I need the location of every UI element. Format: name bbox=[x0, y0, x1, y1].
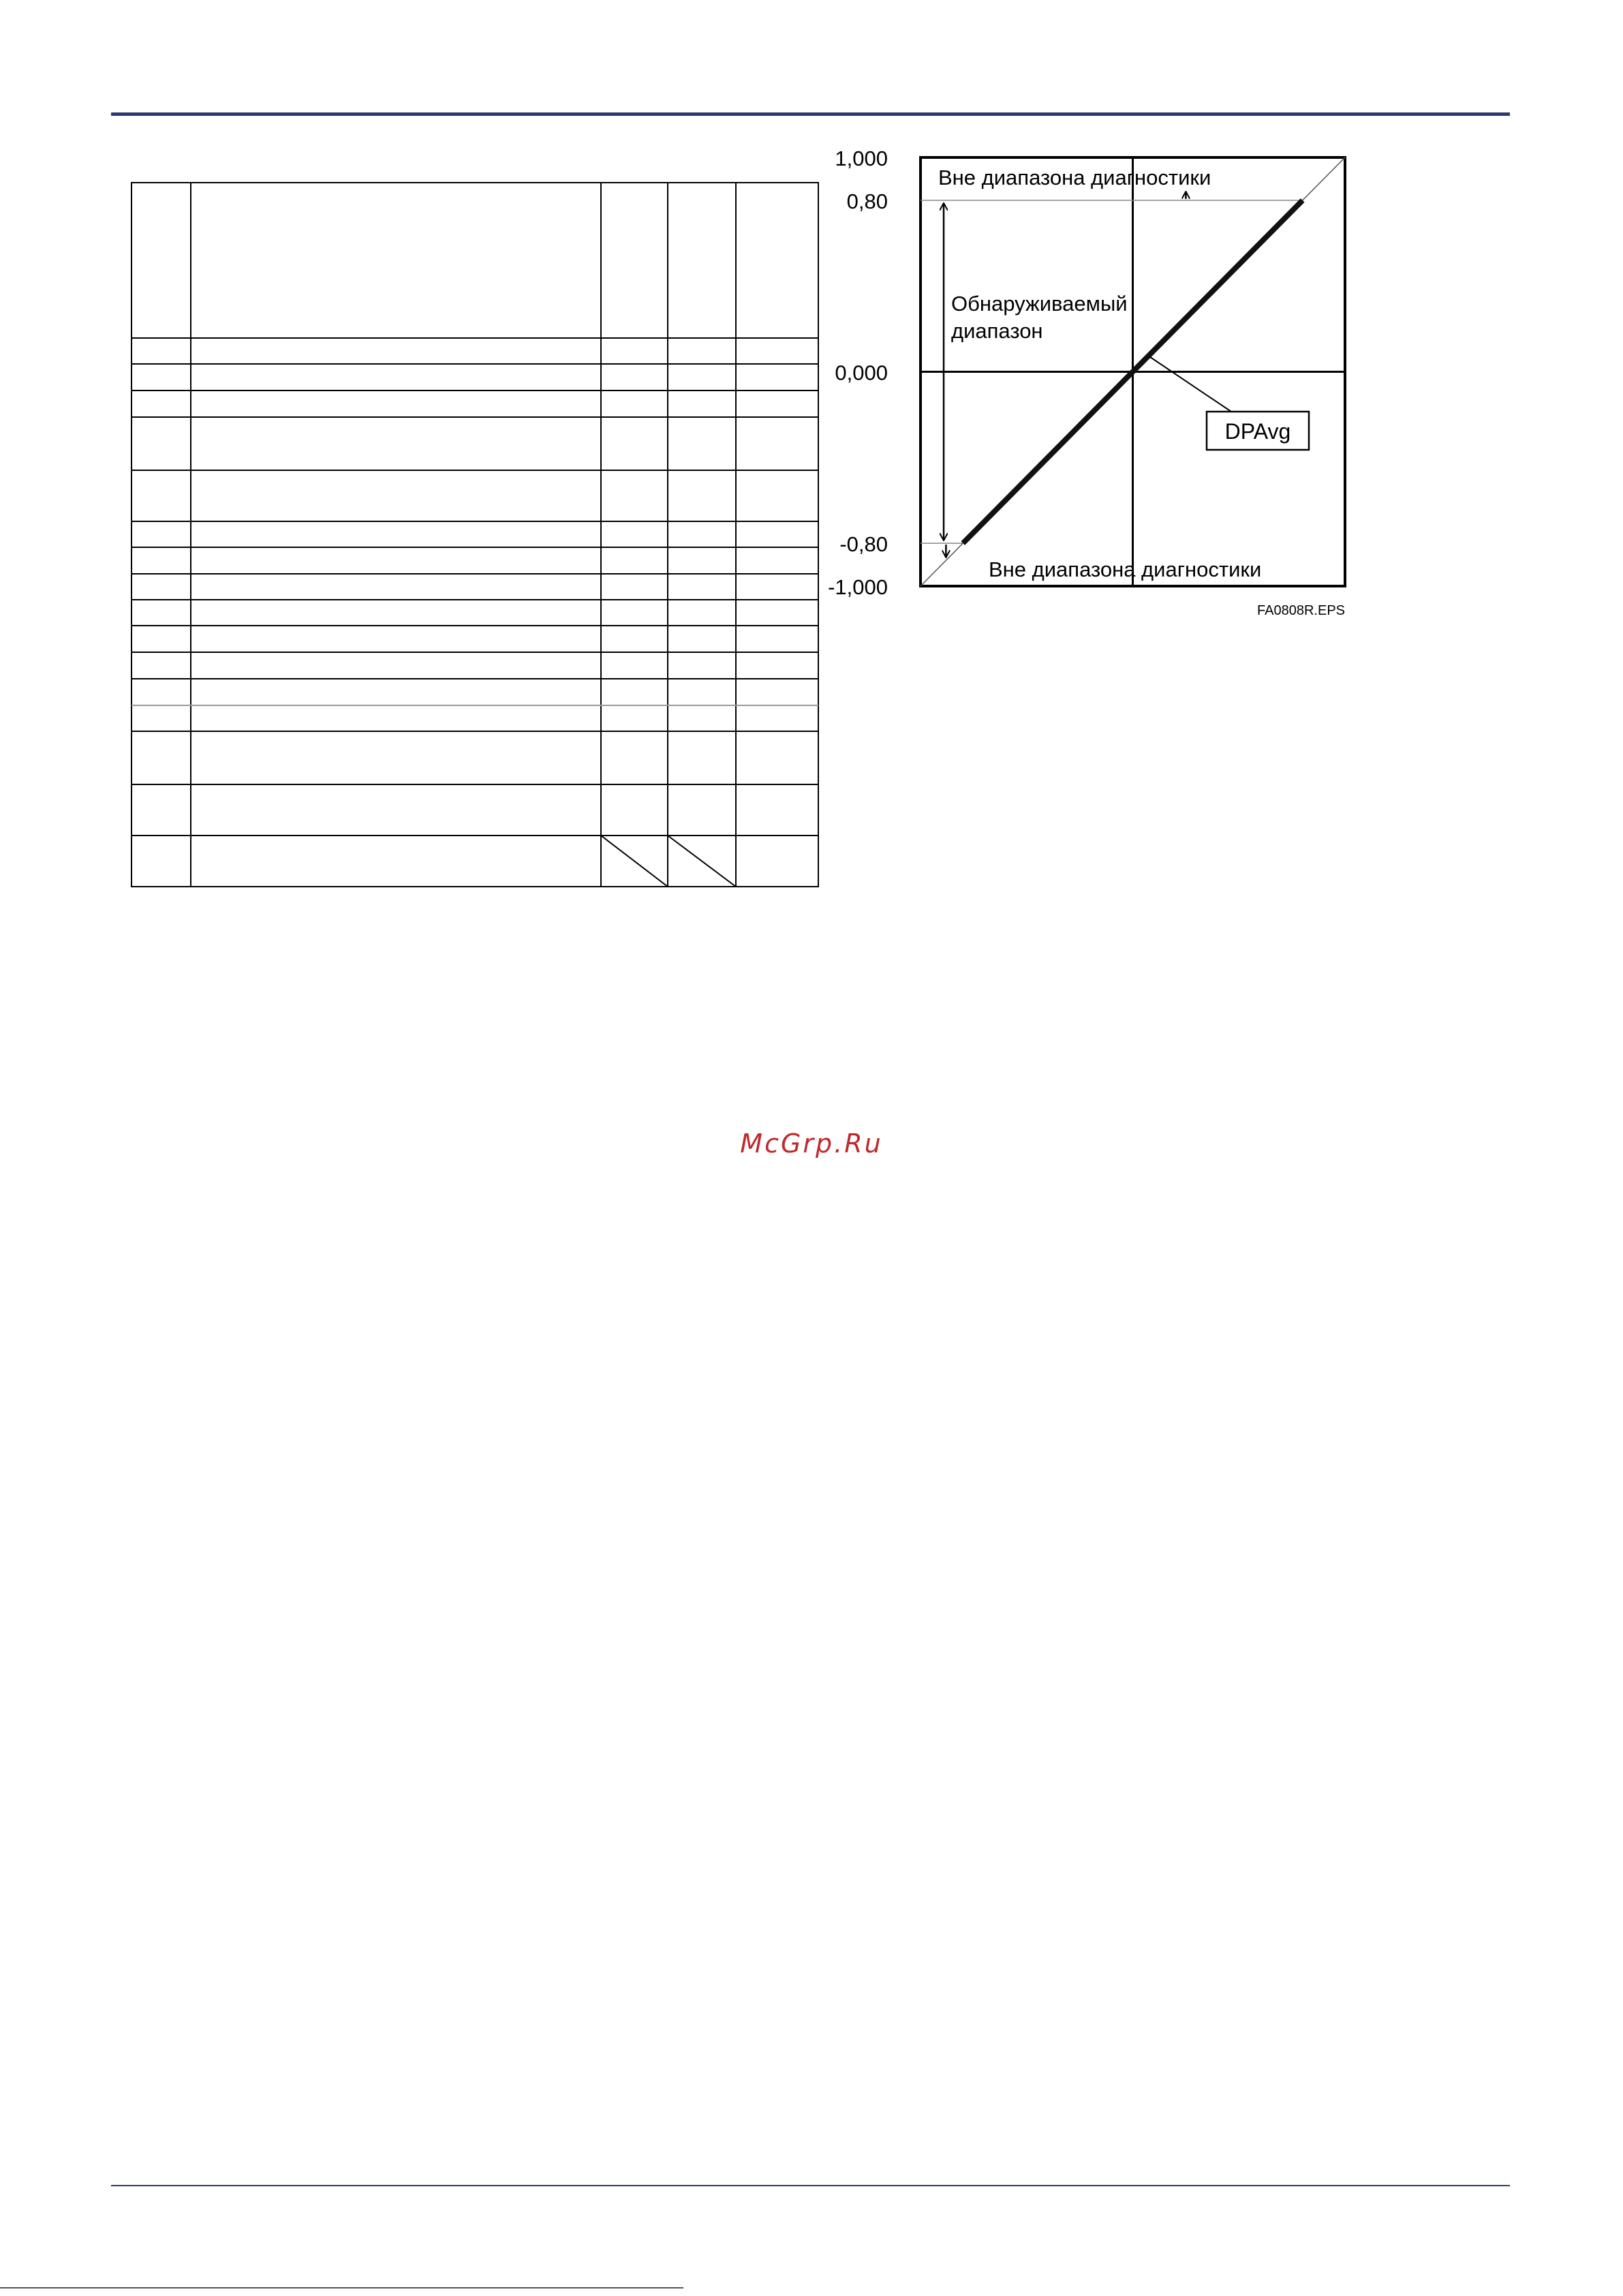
table-cell-strike bbox=[668, 836, 736, 887]
annotation-detectable-line1: Обнаруживаемый bbox=[951, 292, 1128, 316]
figure-id: FA0808R.EPS bbox=[1257, 603, 1345, 618]
dpavg-callout-leader bbox=[1149, 356, 1231, 412]
y-tick-label: 0,80 bbox=[846, 189, 888, 213]
y-tick-label: 0,000 bbox=[835, 361, 888, 385]
y-tick-label: -0,80 bbox=[839, 532, 888, 557]
dpavg-diagnostic-chart bbox=[0, 0, 1623, 682]
watermark: McGrp.Ru bbox=[740, 1129, 883, 1159]
dpavg-callout-label: DPAvg bbox=[1224, 419, 1291, 444]
annotation-out-of-range-bottom: Вне диапазона диагностики bbox=[989, 557, 1262, 581]
annotation-out-of-range-top: Вне диапазона диагностики bbox=[938, 166, 1211, 189]
table-cell-strike bbox=[601, 836, 668, 887]
footer-rule bbox=[111, 2185, 1510, 2186]
footnote-rule bbox=[0, 2287, 683, 2289]
annotation-detectable-line2: диапазон bbox=[951, 319, 1043, 343]
y-tick-label: 1,000 bbox=[835, 147, 888, 170]
y-tick-label: -1,000 bbox=[828, 575, 888, 599]
